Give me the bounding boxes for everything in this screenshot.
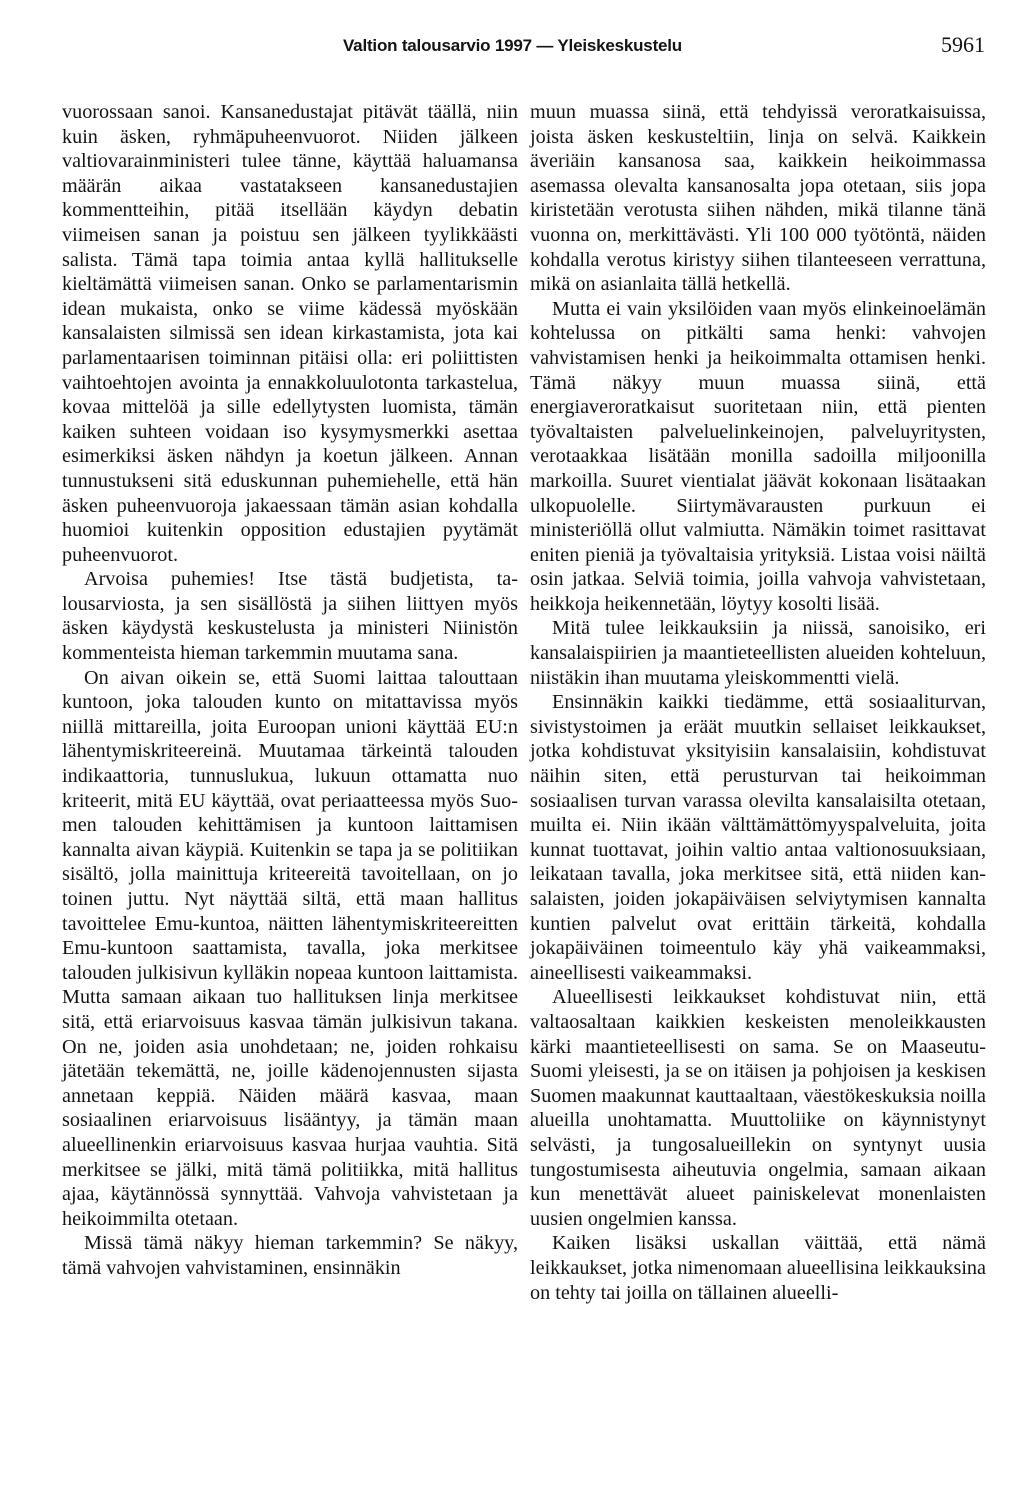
page-number: 5961: [941, 32, 985, 57]
paragraph: Mutta ei vain yksilöiden vaan myös elinkeinoelämän kohtelussa on pitkälti sama henki: vahvojen vahvistamisen henki ja heikoimmalta ottamisen henki. Tämä näkyy muun muassa siinä, että energiaveroratkaisut suoritetaan niin, että pienten työvaltaisten palveluelinkeinojen, palveluyritysten, verotaakkaa lisätään monilla sadoilla miljoonilla markoilla. Suuret vientialat jäävät kokonaan lisätaakan ulkopuolelle. Siirtymävarausten purkuun ei ministeriöllä ollut valmiutta. Nämäkin toimet rasittavat eniten pieniä ja työvaltaisia yrityksiä. Listaa voisi näiltä osin jatkaa. Selviä toimia, joilla vahvoja vahvistetaan, heikkoja heikennetään, löytyy kosolti lisää.: [530, 297, 986, 615]
paragraph-continued: vuorossaan sanoi. Kansanedustajat pitävät täällä, niin kuin äsken, ryhmäpuheenvuorot. Niiden jälkeen valtiovarainministeri tulee tänne, käyttää haluamansa määrän aikaa vastatakseen kansanedustajien kommentteihin, pitää itsellään käydyn debatin viimeisen sanan ja poistuu sen jälkeen tyylikkäästi salista. Tämä tapa toimia antaa kyllä hallitukselle kieltämättä viimeisen sanan. Onko se parlamentarismin idean mukaista, onko se viime kädessä myöskään kansalaisten silmissä sen idean kirkastamista, jota kai parlamentaarisen toiminnan pitäisi olla: eri poliittisten vaihtoehtojen avointa ja ennakkoluulotonta tarkastelua, kovaa mittelöä ja sille edellytysten luomista, tämän kaiken suhteen voidaan iso kysymysmerkki asettaa esimerkiksi äsken nähdyn ja koetun jälkeen. Annan tunnustukseni sitä eduskunnan puhemiehelle, että hän äsken puheenvuoroja jakaessaan tämän asian kohdalla huomioi kuitenkin opposition edustajien pyytämät puheenvuorot.: [62, 101, 518, 566]
right-column: [530, 100, 986, 1305]
paragraph: Arvoisa puhemies! Itse tästä budjetista, talousarviosta, ja sen sisällöstä ja siihen liittyen myös äsken käydystä keskustelusta ja ministeri Niinistön kommenteista hieman tarkemmin muutama sana.: [62, 568, 518, 665]
left-column: [62, 100, 518, 1281]
paragraph: Kaiken lisäksi uskallan väittää, että nämä leikkaukset, jotka nimenomaan alueellisina leikkauksina on tehty tai joilla on tällainen alueelli-: [530, 1232, 986, 1304]
paragraph: Alueellisesti leikkaukset kohdistuvat niin, että valtaosaltaan kaikkien keskeisten menoleikkausten kärki maantieteellisesti on sama. Se on Maaseutu-Suomi yleisesti, ja se on itäisen ja pohjoisen ja keskisen Suomen maakunnat kauttaaltaan, väestökeskuksia noilla alueilla unohtamatta. Muuttoliike on käynnistynyt selvästi, ja tungosalueillekin on syntynyt uusia tungostumisesta aiheutuvia ongelmia, samaan aikaan kun menettävät alueet painiskelevat monenlaisten uusien ongelmien kanssa.: [530, 986, 986, 1230]
paragraph-continued: muun muassa siinä, että tehdyissä veroratkaisuissa, joista äsken keskusteltiin, linja on selvä. Kaikkein äveriäin kansanosa saa, kaikkein heikoimmassa asemassa olevalta kansanosalta jopa otetaan, siis jopa kiristetään verotusta siihen nähden, mikä tilanne tänä vuonna on, merkittävästi. Yli 100 000 työtöntä, näiden kohdalla verotus kiristyy siihen tilanteeseen verrattuna, mikä on asianlaita tällä hetkellä.: [530, 101, 986, 296]
paragraph: Ensinnäkin kaikki tiedämme, että sosiaaliturvan, sivistystoimen ja eräät muutkin sellaiset leikkaukset, jotka kohdistuvat yksityisiin kansalaisiin, kohdistuvat näihin siten, että perusturvan tai heikoimman sosiaalisen turvan varassa olevilta kansalaisilta otetaan, muilta ei. Niin ikään välttämättömyyspalveluita, joita kunnat tuottavat, joihin valtio antaa valtionosuuksiaan, leikataan tavalla, joka merkitsee sitä, että niiden kansalaisten, joiden jokapäiväisen selviytymisen kannalta kuntien palvelut ovat erittäin tärkeitä, kohdalla jokapäiväinen toimeentulo käy yhä vaikeammaksi, aineellisesti vaikeammaksi.: [530, 691, 986, 984]
page-header: [40, 30, 985, 60]
paragraph: On aivan oikein se, että Suomi laittaa talouttaan kuntoon, joka talouden kunto on mitattavissa myös niillä mittareilla, joita Euroopan unioni käyttää EU:n lähentymiskriteereinä. Muutamaa tärkeintä talouden indikaattoria, tunnuslukua, lukuun ottamatta nuo kriteerit, mitä EU käyttää, ovat periaatteessa myös Suomen talouden kehittämisen ja kuntoon laittamisen kannalta aivan käypiä. Kuitenkin se tapa ja se politiikan sisältö, jolla mainittuja kriteereitä tavoitellaan, on jo toinen juttu. Nyt näyttää siltä, että maan hallitus tavoittelee Emu-kuntoa, näitten lähentymiskriteereitten Emu-kuntoon saattamista, tavalla, joka merkitsee talouden julkisivun kylläkin nopeaa kuntoon laittamista. Mutta samaan aikaan tuo hallituksen linja merkitsee sitä, että eriarvoisuus kasvaa tämän julkisivun takana. On ne, joiden asia unohdetaan; ne, joiden rohkaisu jätetään tekemättä, ne, joille kädenojennusten sijasta annetaan keppiä. Näiden määrä kasvaa, maan sosiaalinen eriarvoisuus lisääntyy, ja tämän maan alueellinenkin eriarvoisuus kasvaa hurjaa vauhtia. Sitä merkitsee se jälki, mitä tämä politiikka, mitä hallitus ajaa, käytännössä synnyttää. Vahvoja vahvistetaan ja heikoimmilta otetaan.: [62, 666, 518, 1230]
paragraph: Mitä tulee leikkauksiin ja niissä, sanoisiko, eri kansalaispiirien ja maantieteellisten alueiden kohteluun, niistäkin ihan muutama yleiskommentti vielä.: [530, 617, 986, 689]
running-title: Valtion talousarvio 1997 — Yleiskeskustelu: [342, 36, 682, 55]
paragraph: Missä tämä näkyy hieman tarkemmin? Se näkyy, tämä vahvojen vahvistaminen, ensinnäkin: [62, 1232, 518, 1279]
